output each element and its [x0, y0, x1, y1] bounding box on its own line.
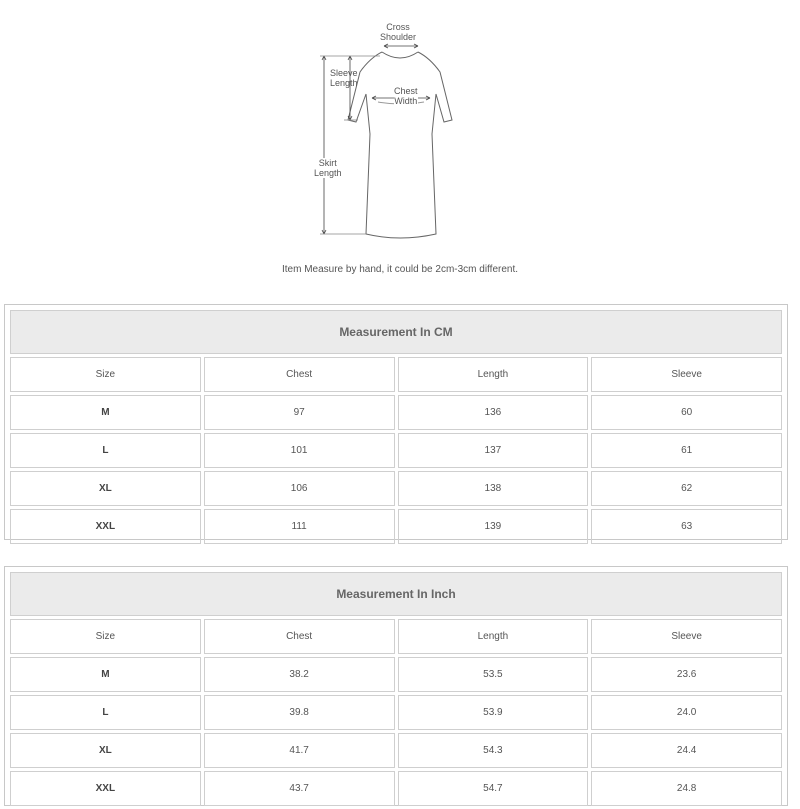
header-cell: Chest — [204, 619, 395, 654]
table-header-row — [10, 357, 782, 392]
value-cell: 63 — [591, 509, 782, 544]
value-cell: 61 — [591, 433, 782, 468]
dress-outline-icon — [300, 14, 500, 250]
skirt-length-label: Skirt Length — [314, 158, 342, 178]
value-cell: 54.3 — [398, 733, 589, 768]
table-row — [10, 433, 782, 468]
value-cell: 111 — [204, 509, 395, 544]
value-cell: 106 — [204, 471, 395, 506]
header-cell: Size — [10, 357, 201, 392]
size-cell: L — [10, 433, 201, 468]
header-cell: Length — [398, 357, 589, 392]
size-cell: M — [10, 657, 201, 692]
cross-shoulder-label: Cross Shoulder — [380, 22, 417, 42]
value-cell: 54.7 — [398, 771, 589, 806]
inch-table-container — [4, 566, 788, 806]
table-row — [10, 471, 782, 506]
size-cell: M — [10, 395, 201, 430]
table-row — [10, 509, 782, 544]
value-cell: 24.8 — [591, 771, 782, 806]
table-row — [10, 771, 782, 806]
header-cell: Size — [10, 619, 201, 654]
table-row — [10, 695, 782, 730]
table-row — [10, 395, 782, 430]
value-cell: 43.7 — [204, 771, 395, 806]
value-cell: 136 — [398, 395, 589, 430]
size-cell: L — [10, 695, 201, 730]
table-title: Measurement In CM — [10, 310, 782, 354]
value-cell: 39.8 — [204, 695, 395, 730]
cm-table-container — [4, 304, 788, 540]
table-title: Measurement In Inch — [10, 572, 782, 616]
sleeve-length-label: Sleeve Length — [330, 68, 358, 88]
value-cell: 138 — [398, 471, 589, 506]
value-cell: 24.4 — [591, 733, 782, 768]
inch-size-table — [7, 569, 785, 809]
value-cell: 38.2 — [204, 657, 395, 692]
header-cell: Sleeve — [591, 357, 782, 392]
table-header-row — [10, 619, 782, 654]
measurement-note: Item Measure by hand, it could be 2cm-3cm different. — [281, 264, 519, 275]
value-cell: 137 — [398, 433, 589, 468]
value-cell: 53.5 — [398, 657, 589, 692]
size-cell: XXL — [10, 509, 201, 544]
dress-measurement-diagram — [300, 14, 500, 250]
value-cell: 139 — [398, 509, 589, 544]
size-cell: XL — [10, 471, 201, 506]
value-cell: 60 — [591, 395, 782, 430]
value-cell: 101 — [204, 433, 395, 468]
header-cell: Sleeve — [591, 619, 782, 654]
value-cell: 97 — [204, 395, 395, 430]
table-row — [10, 733, 782, 768]
header-cell: Chest — [204, 357, 395, 392]
size-cell: XL — [10, 733, 201, 768]
header-cell: Length — [398, 619, 589, 654]
value-cell: 62 — [591, 471, 782, 506]
value-cell: 23.6 — [591, 657, 782, 692]
size-cell: XXL — [10, 771, 201, 806]
cm-size-table — [7, 307, 785, 547]
value-cell: 41.7 — [204, 733, 395, 768]
value-cell: 53.9 — [398, 695, 589, 730]
table-row — [10, 657, 782, 692]
value-cell: 24.0 — [591, 695, 782, 730]
chest-width-label: Chest Width — [394, 86, 418, 106]
